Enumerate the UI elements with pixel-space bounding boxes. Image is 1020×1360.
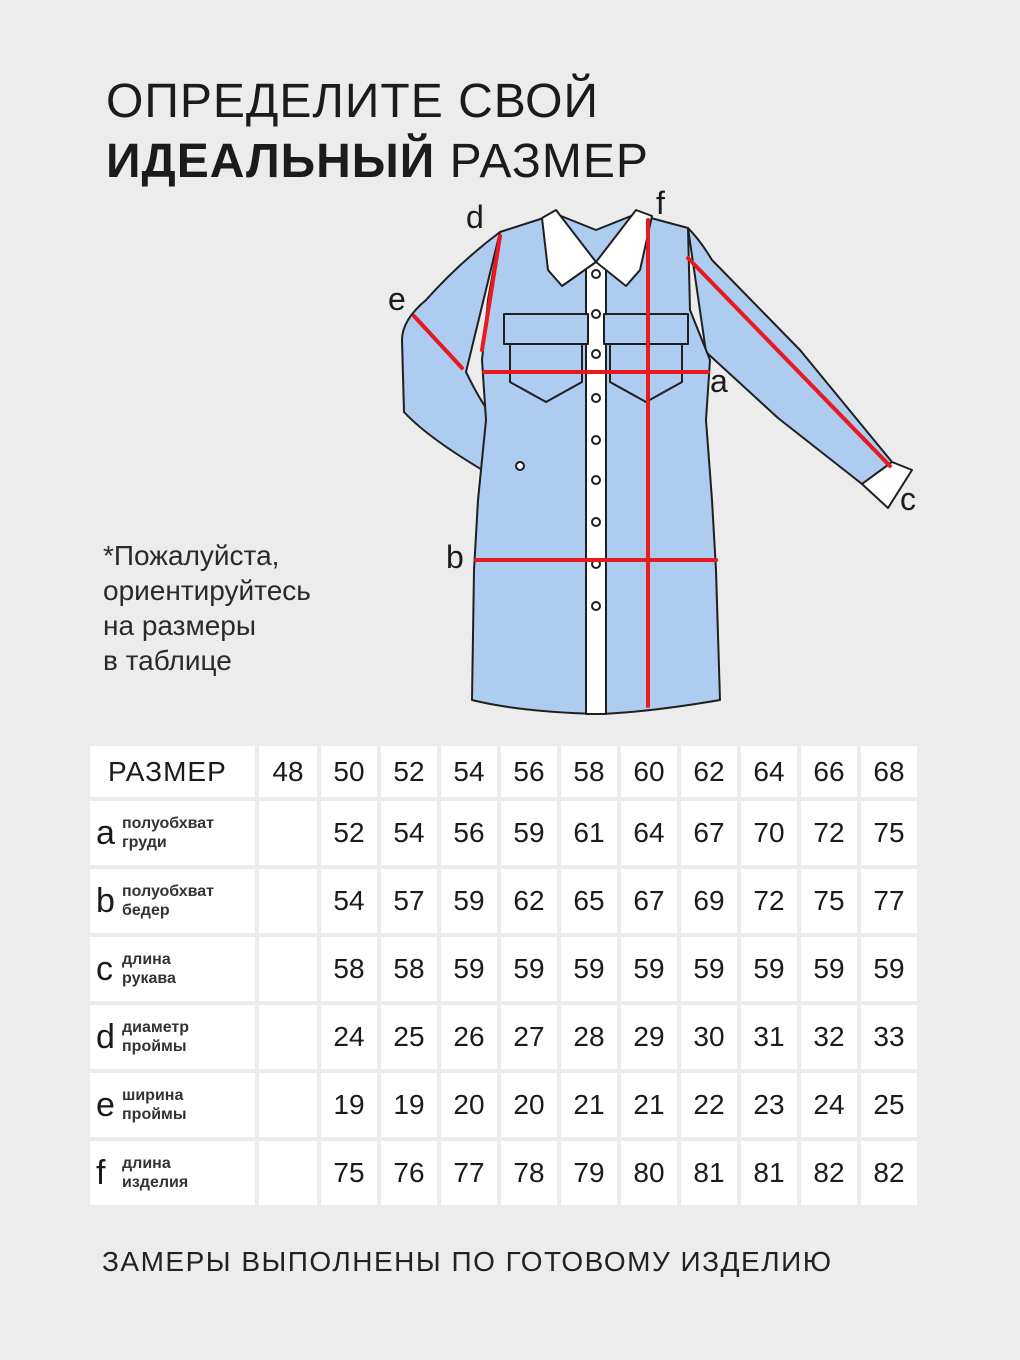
size-header-cell: 52 <box>381 746 437 797</box>
table-cell: 52 <box>321 801 377 865</box>
measurement-label <box>90 1005 255 1069</box>
table-cell: 20 <box>501 1073 557 1137</box>
table-row <box>90 869 917 933</box>
table-cell: 59 <box>861 937 917 1001</box>
table-row <box>90 1073 917 1137</box>
size-header-cell: 48 <box>259 746 317 797</box>
note-line: на размеры <box>103 610 257 641</box>
header-size-text: РАЗМЕР <box>108 755 227 787</box>
right-sleeve <box>688 228 892 484</box>
measurement-desc-line2: груди <box>122 834 167 851</box>
size-header-cell: 64 <box>741 746 797 797</box>
measurement-desc-line2: рукава <box>122 970 176 987</box>
table-cell: 79 <box>561 1141 617 1205</box>
measurement-letter: c <box>96 950 113 988</box>
table-cell: 78 <box>501 1141 557 1205</box>
table-cell: 54 <box>321 869 377 933</box>
table-cell: 33 <box>861 1005 917 1069</box>
table-cell <box>259 801 317 865</box>
footer-note: ЗАМЕРЫ ВЫПОЛНЕНЫ ПО ГОТОВОМУ ИЗДЕЛИЮ <box>102 1246 833 1277</box>
measurement-desc-line1: полуобхват <box>122 815 215 832</box>
table-header-row <box>90 746 917 797</box>
measurement-letter: d <box>96 1018 115 1056</box>
measurement-desc-line1: полуобхват <box>122 883 215 900</box>
table-row <box>90 801 917 865</box>
note-line: ориентируйтесь <box>103 575 311 606</box>
diagram-label-e: e <box>388 281 406 317</box>
measurement-letter: e <box>96 1086 115 1124</box>
table-cell: 56 <box>441 801 497 865</box>
table-cell: 75 <box>321 1141 377 1205</box>
table-cell: 76 <box>381 1141 437 1205</box>
table-cell: 59 <box>441 937 497 1001</box>
measurement-desc-line2: бедер <box>122 902 170 919</box>
measurement-desc-line1: диаметр <box>122 1019 190 1036</box>
table-cell: 82 <box>861 1141 917 1205</box>
measurement-desc-line1: длина <box>122 1155 171 1172</box>
table-cell: 25 <box>381 1005 437 1069</box>
table-cell: 67 <box>681 801 737 865</box>
table-row <box>90 1005 917 1069</box>
page-title-rest: РАЗМЕР <box>435 135 649 188</box>
table-cell: 19 <box>381 1073 437 1137</box>
page-title-line1: ОПРЕДЕЛИТЕ СВОЙ <box>106 75 599 128</box>
measurement-desc-line1: длина <box>122 951 171 968</box>
table-cell: 70 <box>741 801 797 865</box>
table-cell: 22 <box>681 1073 737 1137</box>
table-cell: 59 <box>441 869 497 933</box>
table-cell: 75 <box>801 869 857 933</box>
measurement-desc-line2: проймы <box>122 1106 187 1123</box>
size-header-cell: 50 <box>321 746 377 797</box>
measurement-label <box>90 1073 255 1137</box>
table-cell: 72 <box>801 801 857 865</box>
diagram-label-a: a <box>710 363 728 399</box>
table-row <box>90 937 917 1001</box>
table-cell: 25 <box>861 1073 917 1137</box>
table-cell: 24 <box>801 1073 857 1137</box>
table-cell: 27 <box>501 1005 557 1069</box>
size-header-cell: 62 <box>681 746 737 797</box>
diagram-label-c: c <box>900 481 916 517</box>
page-title-line2 <box>106 134 649 189</box>
size-header-cell: 68 <box>861 746 917 797</box>
measurement-label <box>90 937 255 1001</box>
size-header-cell: 56 <box>501 746 557 797</box>
measurement-letter: f <box>96 1154 106 1192</box>
table-cell <box>259 869 317 933</box>
table-cell: 59 <box>621 937 677 1001</box>
table-cell: 67 <box>621 869 677 933</box>
measurement-label <box>90 869 255 933</box>
measurement-letter: b <box>96 882 115 920</box>
measurement-desc-line2: проймы <box>122 1038 187 1055</box>
table-cell: 59 <box>561 937 617 1001</box>
table-cell: 81 <box>741 1141 797 1205</box>
table-cell: 29 <box>621 1005 677 1069</box>
diagram-label-f: f <box>656 185 665 221</box>
shirt-dress-diagram <box>380 185 940 725</box>
table-cell <box>259 1073 317 1137</box>
table-cell: 59 <box>681 937 737 1001</box>
table-cell: 19 <box>321 1073 377 1137</box>
table-cell: 23 <box>741 1073 797 1137</box>
table-cell: 21 <box>621 1073 677 1137</box>
table-cell: 77 <box>861 869 917 933</box>
size-note <box>103 538 383 678</box>
table-cell: 54 <box>381 801 437 865</box>
note-line: *Пожалуйста, <box>103 540 280 571</box>
table-cell: 28 <box>561 1005 617 1069</box>
table-cell: 65 <box>561 869 617 933</box>
measurement-label <box>90 801 255 865</box>
table-cell: 75 <box>861 801 917 865</box>
note-line: в таблице <box>103 645 232 676</box>
table-cell: 59 <box>501 801 557 865</box>
table-cell: 31 <box>741 1005 797 1069</box>
table-cell: 20 <box>441 1073 497 1137</box>
table-cell: 32 <box>801 1005 857 1069</box>
size-header-cell: 66 <box>801 746 857 797</box>
size-header-cell: 58 <box>561 746 617 797</box>
table-cell: 30 <box>681 1005 737 1069</box>
measurement-label <box>90 1141 255 1205</box>
table-cell: 69 <box>681 869 737 933</box>
table-cell: 59 <box>741 937 797 1001</box>
header-size-label <box>90 746 255 797</box>
table-cell: 59 <box>501 937 557 1001</box>
table-cell: 82 <box>801 1141 857 1205</box>
table-cell <box>259 1141 317 1205</box>
table-cell: 72 <box>741 869 797 933</box>
table-cell: 59 <box>801 937 857 1001</box>
left-pocket-flap <box>504 314 588 344</box>
table-cell: 62 <box>501 869 557 933</box>
measurement-letter: a <box>96 814 115 852</box>
table-cell: 26 <box>441 1005 497 1069</box>
table-cell <box>259 937 317 1001</box>
size-header-cell: 60 <box>621 746 677 797</box>
size-table <box>86 742 921 1209</box>
table-cell: 64 <box>621 801 677 865</box>
size-header-cell: 54 <box>441 746 497 797</box>
table-cell: 77 <box>441 1141 497 1205</box>
table-cell: 80 <box>621 1141 677 1205</box>
table-cell: 21 <box>561 1073 617 1137</box>
table-cell: 24 <box>321 1005 377 1069</box>
table-cell: 58 <box>321 937 377 1001</box>
table-cell: 81 <box>681 1141 737 1205</box>
diagram-label-d: d <box>466 199 484 235</box>
table-cell <box>259 1005 317 1069</box>
measurement-desc-line2: изделия <box>122 1174 189 1191</box>
table-cell: 58 <box>381 937 437 1001</box>
measurement-desc-line1: ширина <box>122 1087 184 1104</box>
table-cell: 57 <box>381 869 437 933</box>
page-title-bold: ИДЕАЛЬНЫЙ <box>106 135 436 188</box>
table-cell: 61 <box>561 801 617 865</box>
table-row <box>90 1141 917 1205</box>
diagram-label-b: b <box>446 539 464 575</box>
